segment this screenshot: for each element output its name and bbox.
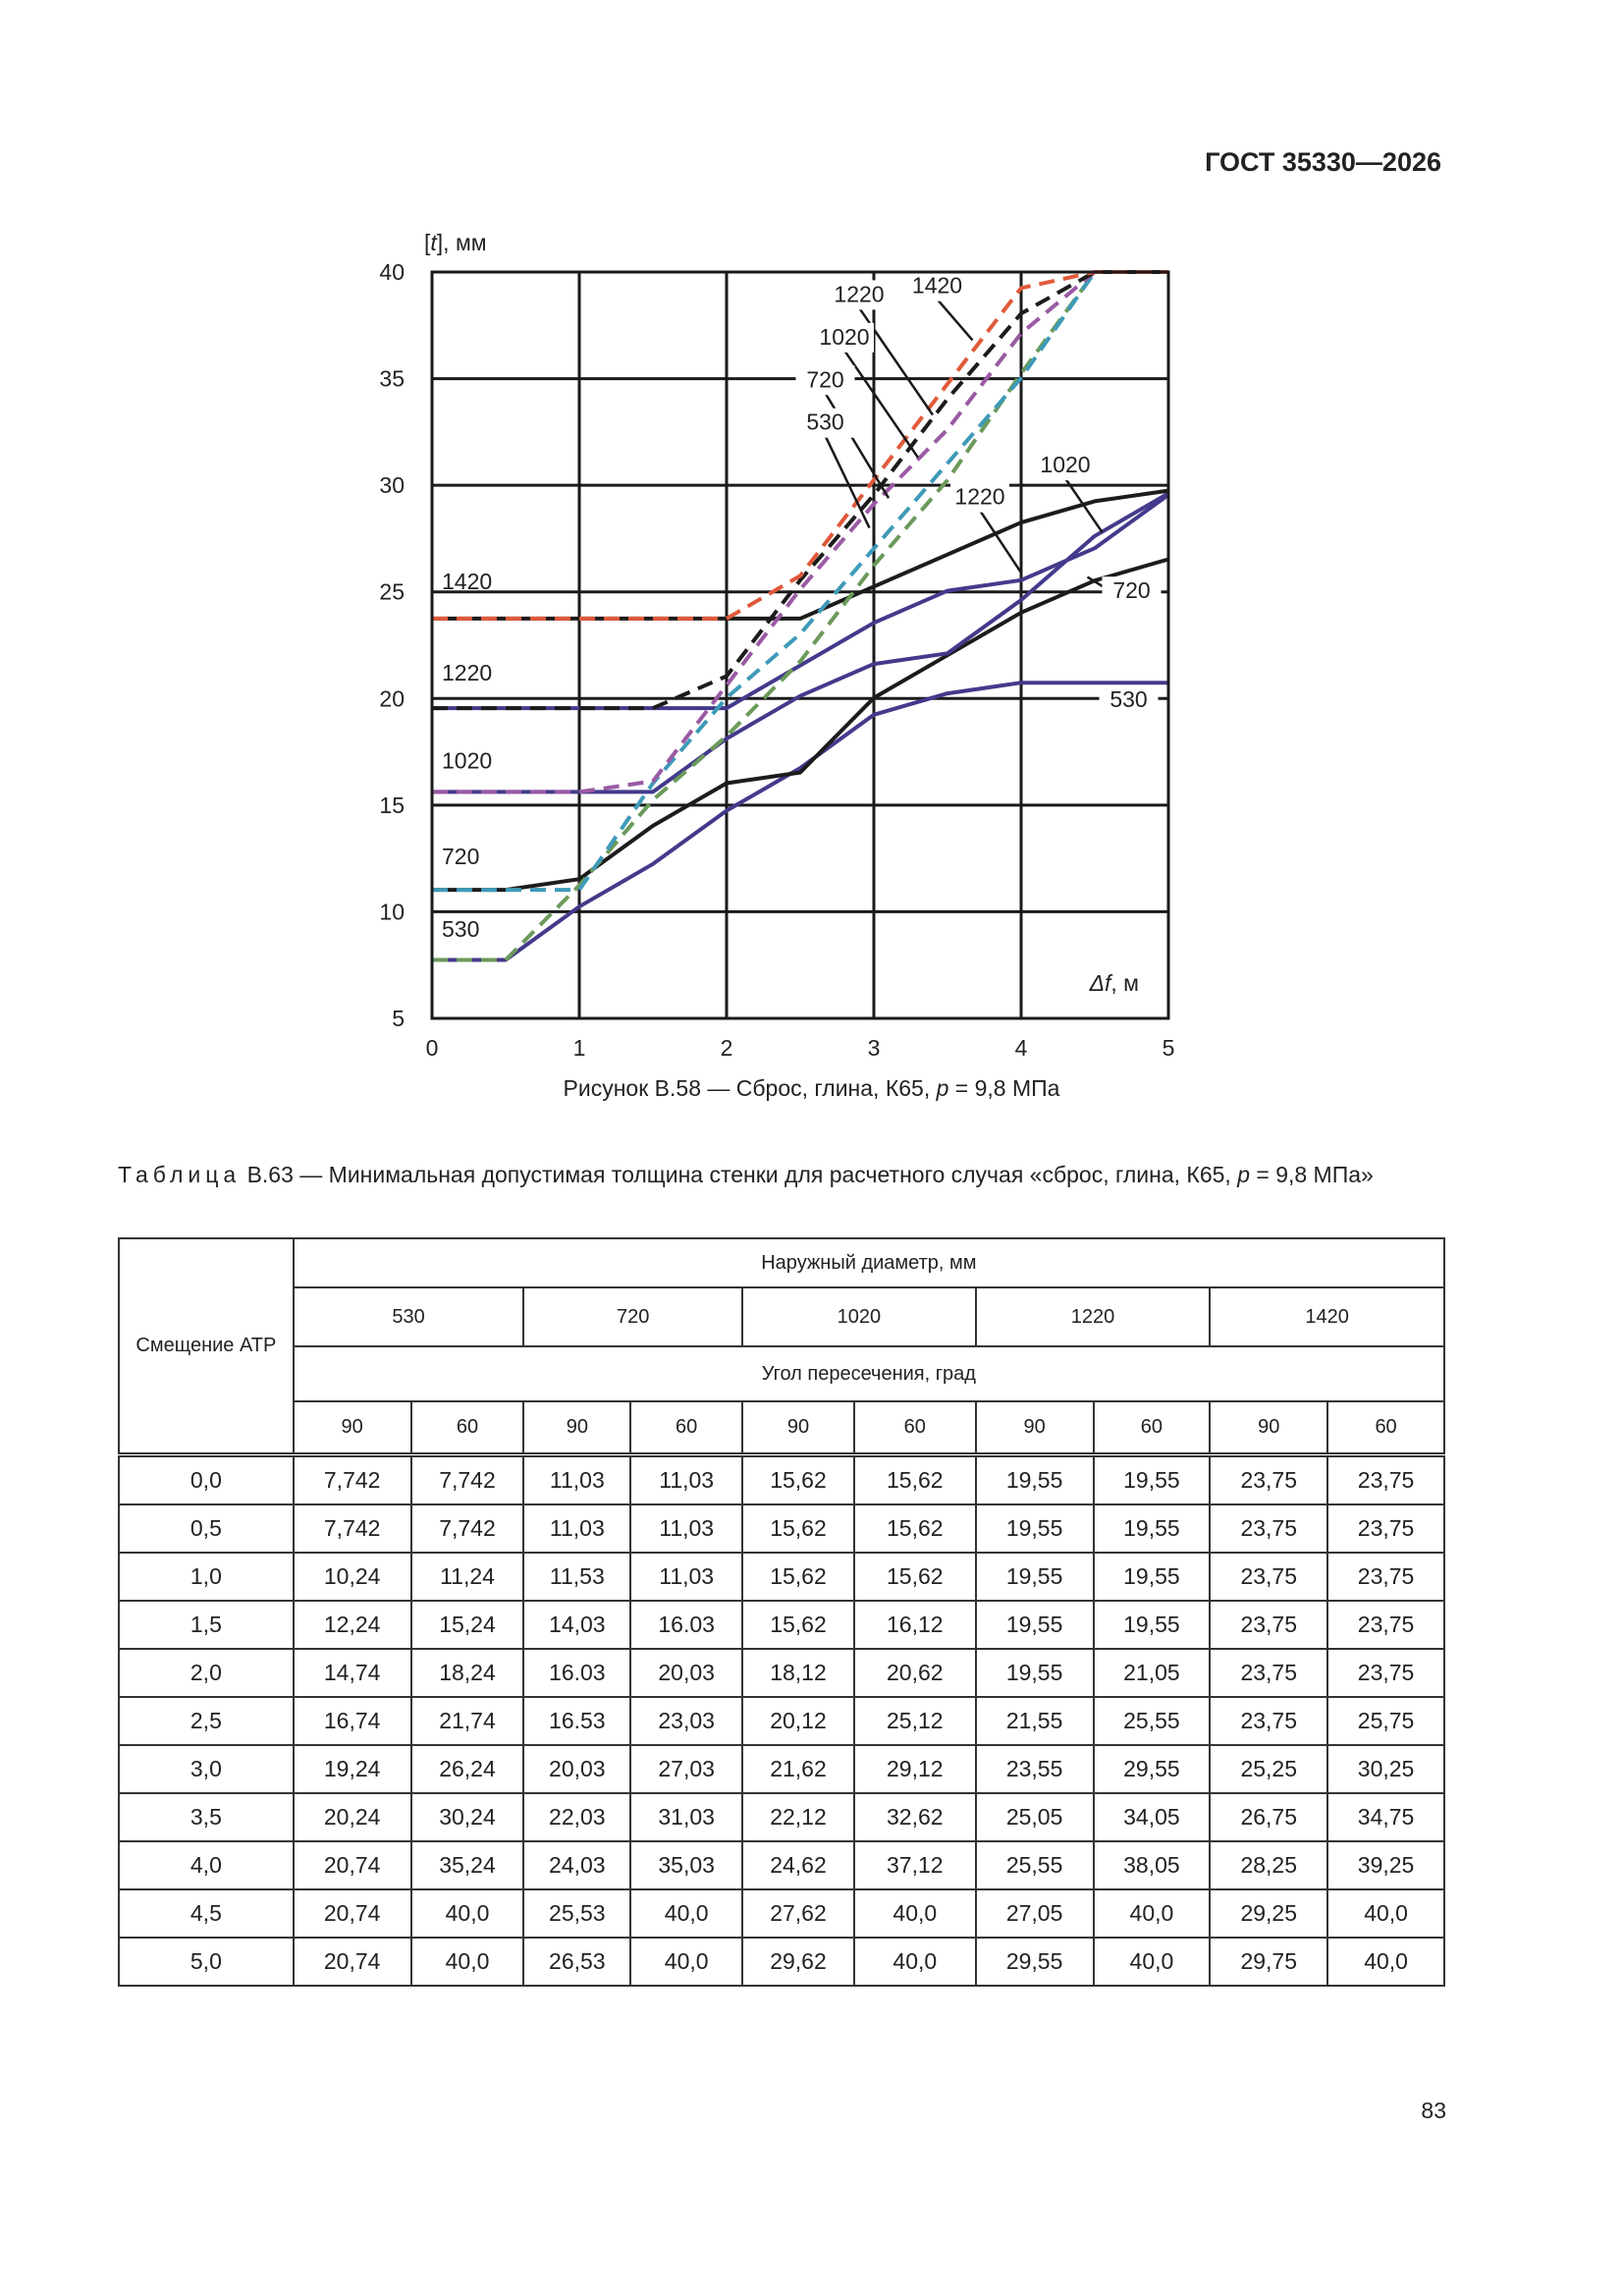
table-row xyxy=(119,1504,1444,1553)
thickness-cell: 26,53 xyxy=(523,1938,630,1986)
thickness-cell: 10,24 xyxy=(294,1553,411,1601)
thickness-cell: 18,12 xyxy=(742,1649,854,1697)
callout-label: 530 xyxy=(806,409,844,435)
angle-group-header: Угол пересечения, град xyxy=(294,1346,1444,1401)
table-row xyxy=(119,1938,1444,1986)
series-label: 720 xyxy=(442,843,480,869)
y-tick-label: 40 xyxy=(379,259,405,285)
thickness-cell: 22,03 xyxy=(523,1793,630,1841)
thickness-cell: 11,24 xyxy=(411,1553,524,1601)
offset-cell: 4,0 xyxy=(119,1841,294,1889)
thickness-cell: 19,55 xyxy=(1094,1601,1211,1649)
series-line-1220-90 xyxy=(432,495,1168,708)
thickness-cell: 29,25 xyxy=(1210,1889,1327,1938)
thickness-cell: 23,75 xyxy=(1210,1553,1327,1601)
table-caption-text: В.63 — Минимальная допустимая толщина стенки для расчетного случая «сброс, глина, К65, xyxy=(241,1162,1238,1187)
table-row xyxy=(119,1793,1444,1841)
offset-cell: 1,0 xyxy=(119,1553,294,1601)
thickness-cell: 14,03 xyxy=(523,1601,630,1649)
series-label: 1220 xyxy=(442,660,493,686)
thickness-cell: 20,03 xyxy=(523,1745,630,1793)
thickness-cell: 15,62 xyxy=(854,1553,976,1601)
page-number: 83 xyxy=(1421,2098,1446,2123)
diameter-group-header: Наружный диаметр, мм xyxy=(294,1238,1444,1287)
diameter-header: 1020 xyxy=(742,1287,976,1346)
series-label: 530 xyxy=(442,915,480,942)
thickness-cell: 23,75 xyxy=(1210,1504,1327,1553)
angle-header: 90 xyxy=(742,1401,854,1455)
thickness-cell: 15,62 xyxy=(742,1601,854,1649)
thickness-cell: 16.53 xyxy=(523,1697,630,1745)
thickness-cell: 11,03 xyxy=(630,1455,742,1505)
thickness-cell: 11,03 xyxy=(630,1504,742,1553)
x-tick-label: 1 xyxy=(572,1035,586,1061)
thickness-cell: 31,03 xyxy=(630,1793,742,1841)
callout-label: 1220 xyxy=(834,281,885,307)
thickness-cell: 23,75 xyxy=(1210,1601,1327,1649)
callout-leader xyxy=(938,300,973,341)
y-axis-label: [t], мм xyxy=(424,230,487,255)
thickness-cell: 28,25 xyxy=(1210,1841,1327,1889)
y-tick-label: 15 xyxy=(379,792,405,818)
standard-code: ГОСТ 35330—2026 xyxy=(1205,147,1441,177)
series-line-1420-90 xyxy=(432,491,1168,619)
thickness-cell: 20,74 xyxy=(294,1889,411,1938)
table-row xyxy=(119,1649,1444,1697)
x-tick-label: 2 xyxy=(720,1035,733,1061)
thickness-cell: 19,55 xyxy=(1094,1553,1211,1601)
thickness-cell: 29,62 xyxy=(742,1938,854,1986)
series-label: 1020 xyxy=(442,747,493,774)
thickness-cell: 25,55 xyxy=(976,1841,1094,1889)
angle-header: 90 xyxy=(1210,1401,1327,1455)
angle-header: 60 xyxy=(1094,1401,1211,1455)
thickness-cell: 29,75 xyxy=(1210,1938,1327,1986)
thickness-cell: 18,24 xyxy=(411,1649,524,1697)
thickness-cell: 19,55 xyxy=(1094,1504,1211,1553)
thickness-cell: 27,62 xyxy=(742,1889,854,1938)
callout-label: 1420 xyxy=(911,272,963,299)
series-line-530-90 xyxy=(432,683,1168,959)
thickness-cell: 39,25 xyxy=(1327,1841,1444,1889)
thickness-cell: 16.03 xyxy=(630,1601,742,1649)
thickness-cell: 7,742 xyxy=(411,1455,524,1505)
offset-cell: 1,5 xyxy=(119,1601,294,1649)
thickness-cell: 16.03 xyxy=(523,1649,630,1697)
row-header-cell xyxy=(119,1238,294,1455)
thickness-cell: 25,53 xyxy=(523,1889,630,1938)
thickness-cell: 20,12 xyxy=(742,1697,854,1745)
table-row xyxy=(119,1455,1444,1505)
thickness-cell: 25,55 xyxy=(1094,1697,1211,1745)
diameter-header: 1220 xyxy=(976,1287,1211,1346)
callout-leader xyxy=(980,511,1021,573)
thickness-cell: 23,75 xyxy=(1210,1697,1327,1745)
angle-header: 60 xyxy=(411,1401,524,1455)
thickness-cell: 35,03 xyxy=(630,1841,742,1889)
x-tick-label: 5 xyxy=(1162,1035,1175,1061)
callout-label: 530 xyxy=(1109,685,1148,712)
offset-cell: 2,0 xyxy=(119,1649,294,1697)
table-row xyxy=(119,1553,1444,1601)
thickness-cell: 40,0 xyxy=(854,1889,976,1938)
y-tick-label: 25 xyxy=(379,578,405,605)
thickness-cell: 34,75 xyxy=(1327,1793,1444,1841)
thickness-cell: 35,24 xyxy=(411,1841,524,1889)
thickness-cell: 7,742 xyxy=(294,1455,411,1505)
thickness-cell: 32,62 xyxy=(854,1793,976,1841)
y-tick-label: 30 xyxy=(379,472,405,499)
thickness-cell: 12,24 xyxy=(294,1601,411,1649)
figure-caption-suffix: = 9,8 МПа xyxy=(948,1075,1060,1101)
table-caption-label: Таблица xyxy=(118,1162,242,1187)
thickness-cell: 20,74 xyxy=(294,1938,411,1986)
thickness-cell: 23,03 xyxy=(630,1697,742,1745)
thickness-cell: 29,55 xyxy=(976,1938,1094,1986)
thickness-cell: 20,74 xyxy=(294,1841,411,1889)
callout-label: 720 xyxy=(1112,577,1151,604)
series-line-1020-60 xyxy=(432,272,1168,792)
thickness-cell: 7,742 xyxy=(294,1504,411,1553)
x-tick-label: 3 xyxy=(867,1035,881,1061)
figure-caption xyxy=(0,1075,1623,1102)
thickness-cell: 26,24 xyxy=(411,1745,524,1793)
table-caption xyxy=(118,1162,1443,1188)
callout-label: 1020 xyxy=(819,323,870,350)
thickness-cell: 25,25 xyxy=(1210,1745,1327,1793)
thickness-cell: 19,24 xyxy=(294,1745,411,1793)
thickness-cell: 22,12 xyxy=(742,1793,854,1841)
thickness-cell: 21,05 xyxy=(1094,1649,1211,1697)
thickness-cell: 25,75 xyxy=(1327,1697,1444,1745)
thickness-cell: 19,55 xyxy=(976,1455,1094,1505)
thickness-cell: 23,75 xyxy=(1327,1504,1444,1553)
series-line-720-90 xyxy=(432,560,1168,891)
callout-label: 720 xyxy=(806,366,844,393)
thickness-cell: 30,24 xyxy=(411,1793,524,1841)
thickness-cell: 11,53 xyxy=(523,1553,630,1601)
thickness-cell: 14,74 xyxy=(294,1649,411,1697)
thickness-chart xyxy=(334,221,1217,1066)
thickness-cell: 23,75 xyxy=(1327,1601,1444,1649)
table-row xyxy=(119,1841,1444,1889)
angle-header: 90 xyxy=(976,1401,1094,1455)
thickness-cell: 19,55 xyxy=(976,1504,1094,1553)
thickness-cell: 19,55 xyxy=(976,1649,1094,1697)
thickness-cell: 11,03 xyxy=(630,1553,742,1601)
y-tick-label: 5 xyxy=(392,1006,405,1031)
table-row xyxy=(119,1697,1444,1745)
offset-cell: 3,5 xyxy=(119,1793,294,1841)
thickness-cell: 20,62 xyxy=(854,1649,976,1697)
callout-label: 1220 xyxy=(954,483,1005,510)
thickness-cell: 26,75 xyxy=(1210,1793,1327,1841)
thickness-cell: 40,0 xyxy=(1094,1938,1211,1986)
thickness-cell: 11,03 xyxy=(523,1455,630,1505)
thickness-cell: 7,742 xyxy=(411,1504,524,1553)
table-caption-var: p xyxy=(1237,1162,1250,1187)
thickness-cell: 40,0 xyxy=(411,1938,524,1986)
thickness-cell: 19,55 xyxy=(976,1553,1094,1601)
thickness-cell: 23,75 xyxy=(1327,1649,1444,1697)
thickness-cell: 23,75 xyxy=(1210,1649,1327,1697)
thickness-cell: 24,62 xyxy=(742,1841,854,1889)
table-row xyxy=(119,1745,1444,1793)
x-tick-label: 0 xyxy=(425,1035,439,1061)
diameter-header: 1420 xyxy=(1210,1287,1444,1346)
angle-header: 90 xyxy=(294,1401,411,1455)
thickness-cell: 15,62 xyxy=(742,1553,854,1601)
thickness-cell: 27,03 xyxy=(630,1745,742,1793)
table-row xyxy=(119,1889,1444,1938)
thickness-cell: 40,0 xyxy=(411,1889,524,1938)
thickness-cell: 15,62 xyxy=(854,1455,976,1505)
callout-label: 1020 xyxy=(1040,452,1091,478)
thickness-cell: 37,12 xyxy=(854,1841,976,1889)
thickness-cell: 23,75 xyxy=(1327,1553,1444,1601)
offset-cell: 4,5 xyxy=(119,1889,294,1938)
series-line-1020-90 xyxy=(432,493,1168,792)
y-tick-label: 20 xyxy=(379,685,405,712)
table-row xyxy=(119,1601,1444,1649)
thickness-cell: 23,55 xyxy=(976,1745,1094,1793)
thickness-cell: 16,12 xyxy=(854,1601,976,1649)
thickness-cell: 27,05 xyxy=(976,1889,1094,1938)
offset-cell: 5,0 xyxy=(119,1938,294,1986)
thickness-cell: 30,25 xyxy=(1327,1745,1444,1793)
series-line-1220-60 xyxy=(432,272,1168,708)
offset-cell: 0,0 xyxy=(119,1455,294,1505)
x-tick-label: 4 xyxy=(1014,1035,1028,1061)
thickness-cell: 38,05 xyxy=(1094,1841,1211,1889)
thickness-cell: 25,12 xyxy=(854,1697,976,1745)
thickness-cell: 25,05 xyxy=(976,1793,1094,1841)
y-tick-label: 35 xyxy=(379,365,405,392)
thickness-cell: 20,24 xyxy=(294,1793,411,1841)
thickness-cell: 29,55 xyxy=(1094,1745,1211,1793)
thickness-cell: 34,05 xyxy=(1094,1793,1211,1841)
thickness-cell: 15,62 xyxy=(854,1504,976,1553)
diameter-header: 530 xyxy=(294,1287,524,1346)
thickness-cell: 24,03 xyxy=(523,1841,630,1889)
row-header: Смещение АТР xyxy=(135,1335,277,1356)
angle-header: 60 xyxy=(854,1401,976,1455)
thickness-cell: 11,03 xyxy=(523,1504,630,1553)
thickness-cell: 40,0 xyxy=(1327,1938,1444,1986)
thickness-cell: 15,62 xyxy=(742,1504,854,1553)
thickness-cell: 40,0 xyxy=(1094,1889,1211,1938)
thickness-table xyxy=(118,1237,1445,1987)
thickness-cell: 21,74 xyxy=(411,1697,524,1745)
x-axis-label: Δf, м xyxy=(1089,969,1139,996)
thickness-cell: 23,75 xyxy=(1327,1455,1444,1505)
thickness-cell: 15,24 xyxy=(411,1601,524,1649)
thickness-cell: 16,74 xyxy=(294,1697,411,1745)
diameter-header: 720 xyxy=(523,1287,742,1346)
figure-caption-prefix: Рисунок В.58 — Сброс, глина, К65, xyxy=(563,1075,937,1101)
thickness-cell: 19,55 xyxy=(976,1601,1094,1649)
thickness-cell: 40,0 xyxy=(630,1938,742,1986)
thickness-cell: 29,12 xyxy=(854,1745,976,1793)
offset-cell: 2,5 xyxy=(119,1697,294,1745)
y-tick-label: 10 xyxy=(379,899,405,925)
thickness-cell: 40,0 xyxy=(1327,1889,1444,1938)
angle-header: 60 xyxy=(630,1401,742,1455)
thickness-cell: 21,62 xyxy=(742,1745,854,1793)
angle-header: 60 xyxy=(1327,1401,1444,1455)
angle-header: 90 xyxy=(523,1401,630,1455)
figure-caption-var: p xyxy=(936,1075,949,1101)
thickness-cell: 15,62 xyxy=(742,1455,854,1505)
thickness-cell: 20,03 xyxy=(630,1649,742,1697)
thickness-cell: 40,0 xyxy=(630,1889,742,1938)
thickness-cell: 19,55 xyxy=(1094,1455,1211,1505)
offset-cell: 3,0 xyxy=(119,1745,294,1793)
series-label: 1420 xyxy=(442,568,493,594)
offset-cell: 0,5 xyxy=(119,1504,294,1553)
table-caption-end: = 9,8 МПа» xyxy=(1249,1162,1374,1187)
thickness-cell: 21,55 xyxy=(976,1697,1094,1745)
thickness-cell: 40,0 xyxy=(854,1938,976,1986)
thickness-cell: 23,75 xyxy=(1210,1455,1327,1505)
